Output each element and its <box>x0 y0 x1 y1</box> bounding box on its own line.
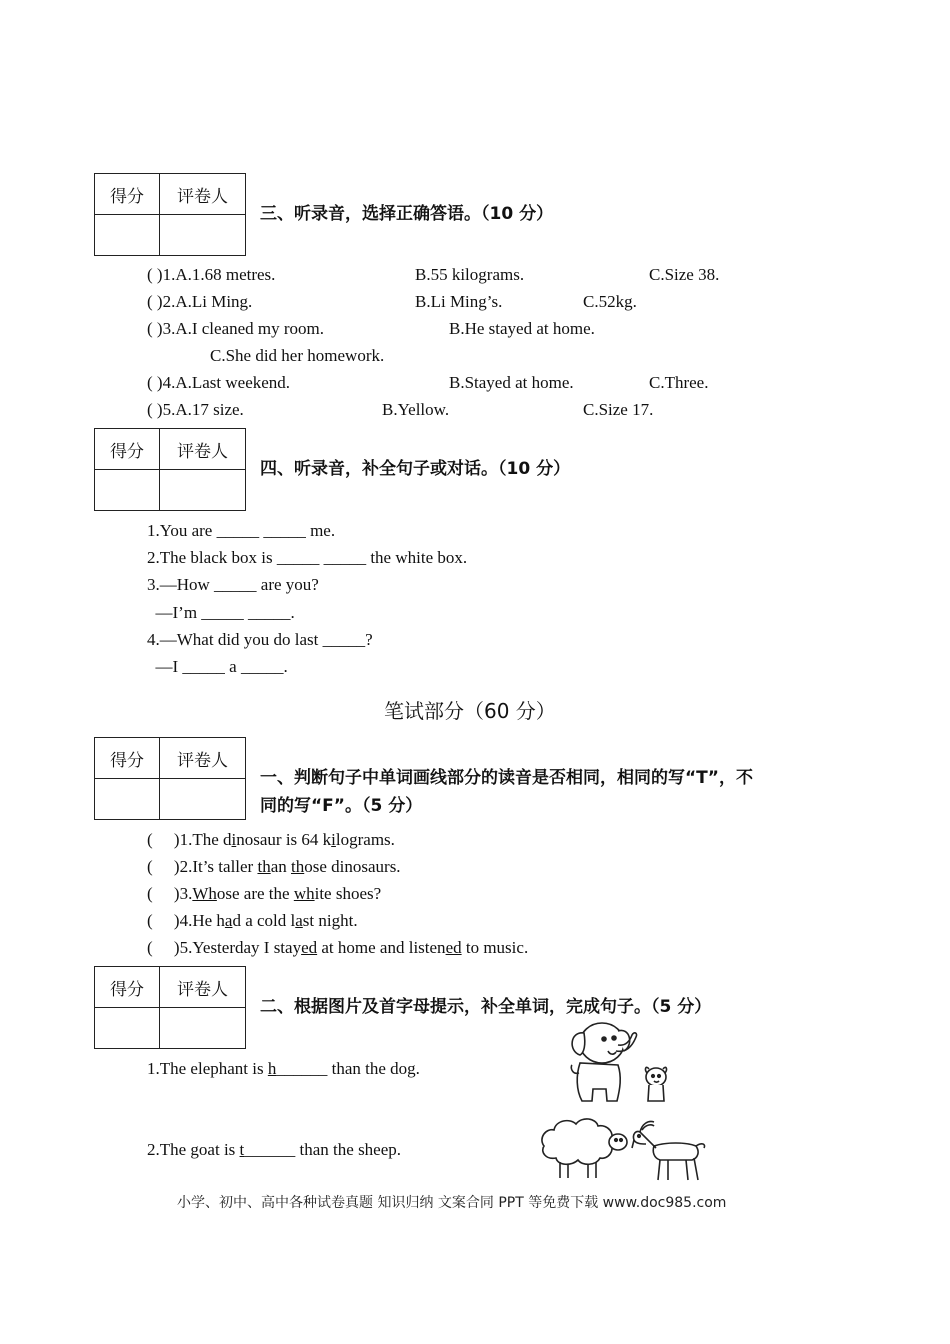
option-b: B.Stayed at home. <box>449 373 574 392</box>
underlined-letters: a <box>295 911 303 930</box>
item-text: ______ than the sheep. <box>244 1140 402 1159</box>
grader-cell[interactable] <box>160 1008 246 1049</box>
section-heading: 一、判断句子中单词画线部分的读音是否相同，相同的写“T”，不 <box>260 768 753 788</box>
option-b: B.He stayed at home. <box>449 319 595 338</box>
fill-line: 4.—What did you do last _____? <box>147 630 373 649</box>
underlined-letters: Wh <box>192 884 217 903</box>
item-text: to music. <box>461 938 529 957</box>
grader-cell[interactable] <box>160 215 246 256</box>
item-text: 1.The elephant is <box>147 1059 268 1078</box>
phonics-item <box>147 830 395 850</box>
sheep-goat-illustration <box>536 1112 712 1184</box>
section-heading: 二、根据图片及首字母提示，补全单词，完成句子。（5 分） <box>260 997 712 1017</box>
underlined-letters: ed <box>301 938 318 957</box>
option-c: C.Size 17. <box>583 400 654 419</box>
question-num: ( )3.A.I cleaned my room. <box>147 319 325 338</box>
item-text: ite shoes? <box>314 884 382 903</box>
picture-question <box>147 1059 420 1079</box>
score-cell[interactable] <box>95 470 160 511</box>
option-b: B.Li Ming’s. <box>415 292 503 311</box>
grader-label: 评卷人 <box>160 429 246 470</box>
section-heading-cont: 同的写“F”。（5 分） <box>260 796 423 816</box>
score-table <box>94 966 246 1049</box>
item-text: ose dinosaurs. <box>304 857 401 876</box>
score-label: 得分 <box>95 967 160 1008</box>
underlined-letters: a <box>224 911 233 930</box>
item-text: ( )3. <box>147 884 193 903</box>
question-num: ( )1.A.1.68 metres. <box>147 265 276 284</box>
option-b: B.55 kilograms. <box>415 265 525 284</box>
item-text: at home and listen <box>317 938 446 957</box>
score-table <box>94 173 246 256</box>
score-table <box>94 428 246 511</box>
underlined-letters: i <box>331 830 336 849</box>
underlined-letters: th <box>257 857 271 876</box>
fill-line: 2.The black box is _____ _____ the white box. <box>147 548 468 567</box>
fill-line: —I’m _____ _____. <box>147 603 295 622</box>
phonics-item <box>147 857 401 877</box>
grader-label: 评卷人 <box>160 174 246 215</box>
fill-line: 1.You are _____ _____ me. <box>147 521 336 540</box>
item-text: ( )2.It’s taller <box>147 857 258 876</box>
section-heading: 三、听录音，选择正确答语。（10 分） <box>260 204 554 224</box>
grader-label: 评卷人 <box>160 967 246 1008</box>
picture-question <box>147 1140 401 1160</box>
option-c: C.She did her homework. <box>210 346 385 365</box>
option-b: B.Yellow. <box>382 400 450 419</box>
item-text: ______ than the dog. <box>276 1059 420 1078</box>
option-c: C.52kg. <box>583 292 637 311</box>
section-heading: 四、听录音，补全句子或对话。（10 分） <box>260 459 571 479</box>
score-cell[interactable] <box>95 1008 160 1049</box>
underlined-letters: i <box>231 830 237 849</box>
score-label: 得分 <box>95 429 160 470</box>
fill-line: —I _____ a _____. <box>147 657 288 676</box>
grader-cell[interactable] <box>160 470 246 511</box>
score-table <box>94 737 246 820</box>
question-num: ( )4.A.Last weekend. <box>147 373 291 392</box>
item-text: an <box>270 857 291 876</box>
score-label: 得分 <box>95 174 160 215</box>
score-cell[interactable] <box>95 215 160 256</box>
question-num: ( )5.A.17 size. <box>147 400 244 419</box>
item-text: ( )4.He h <box>147 911 225 930</box>
item-text: ( )5.Yesterday I stay <box>147 938 302 957</box>
option-c: C.Three. <box>649 373 709 392</box>
item-text: st night. <box>302 911 358 930</box>
option-c: C.Size 38. <box>649 265 720 284</box>
elephant-dog-illustration <box>560 1015 680 1107</box>
phonics-item <box>147 884 381 904</box>
fill-line: 3.—How _____ are you? <box>147 575 319 594</box>
phonics-item <box>147 938 528 958</box>
first-letter: t <box>239 1140 245 1159</box>
underlined-letters: wh <box>293 884 315 903</box>
item-text: nosaur is 64 k <box>236 830 332 849</box>
footer-text: 小学、初中、高中各种试卷真题 知识归纳 文案合同 PPT 等免费下载 www.doc985.com <box>177 1195 727 1211</box>
item-text: 2.The goat is <box>147 1140 240 1159</box>
item-text: lograms. <box>335 830 395 849</box>
written-part-title: 笔试部分（60 分） <box>384 699 556 723</box>
grader-label: 评卷人 <box>160 738 246 779</box>
question-num: ( )2.A.Li Ming. <box>147 292 253 311</box>
score-cell[interactable] <box>95 779 160 820</box>
item-text: ( )1.The d <box>147 830 232 849</box>
phonics-item <box>147 911 358 931</box>
item-text: d a cold l <box>232 911 296 930</box>
item-text: ose are the <box>216 884 294 903</box>
first-letter: h <box>267 1059 277 1078</box>
score-label: 得分 <box>95 738 160 779</box>
grader-cell[interactable] <box>160 779 246 820</box>
underlined-letters: ed <box>445 938 462 957</box>
underlined-letters: th <box>291 857 305 876</box>
